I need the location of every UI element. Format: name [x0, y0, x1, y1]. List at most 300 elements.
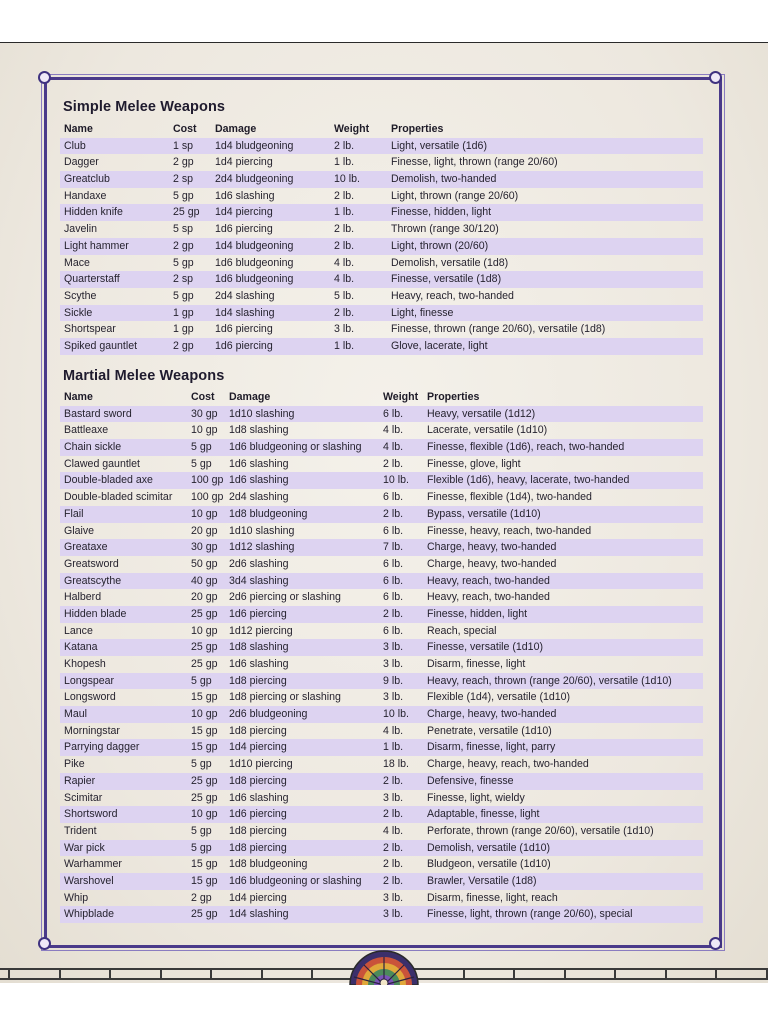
table-cell: 1d8 piercing — [229, 774, 287, 787]
table-cell: 6 lb. — [383, 524, 404, 537]
table-cell: Heavy, reach, thrown (range 20/60), versatile (1d10) — [427, 674, 672, 687]
table-cell: 15 gp — [191, 858, 218, 871]
table-cell: 5 gp — [173, 189, 194, 202]
table-cell: 1d6 slashing — [215, 189, 275, 202]
table-cell: 1d4 slashing — [215, 306, 275, 319]
table-row — [60, 856, 703, 873]
footer-tick — [564, 968, 566, 980]
table-cell: 100 gp — [191, 474, 224, 487]
table-cell: Warshovel — [64, 874, 114, 887]
table-row — [60, 739, 703, 756]
table-row — [60, 305, 703, 322]
table-cell: 7 lb. — [383, 541, 404, 554]
table-row — [60, 890, 703, 907]
table-cell: 2 lb. — [383, 507, 404, 520]
table-cell: 25 gp — [191, 791, 218, 804]
table-cell: Finesse, thrown (range 20/60), versatile (1d8) — [391, 323, 606, 336]
martial-weapons-table — [60, 389, 703, 923]
footer-tick — [513, 968, 515, 980]
table-cell: Scimitar — [64, 791, 103, 804]
table-cell: 1d10 slashing — [229, 407, 295, 420]
table-cell: 1d6 slashing — [229, 457, 289, 470]
table-cell: 1d6 piercing — [215, 323, 273, 336]
table-cell: 2 lb. — [383, 874, 404, 887]
table-cell: 1 gp — [173, 323, 194, 336]
column-header: Name — [64, 123, 93, 135]
table-row — [60, 523, 703, 540]
table-cell: Shortspear — [64, 323, 116, 336]
table-cell: 1d6 piercing — [215, 223, 273, 236]
table-cell: Quarterstaff — [64, 273, 120, 286]
table-row — [60, 589, 703, 606]
table-cell: 15 gp — [191, 724, 218, 737]
table-cell: 1d6 bludgeoning — [215, 256, 294, 269]
table-cell: Bypass, versatile (1d10) — [427, 507, 541, 520]
table-cell: Pike — [64, 758, 85, 771]
table-cell: 30 gp — [191, 407, 218, 420]
table-row — [60, 906, 703, 923]
table-row — [60, 422, 703, 439]
table-cell: Penetrate, versatile (1d10) — [427, 724, 552, 737]
table-row — [60, 506, 703, 523]
table-cell: 1d6 bludgeoning — [215, 273, 294, 286]
column-header: Name — [64, 391, 93, 403]
table-row — [60, 656, 703, 673]
table-cell: 4 lb. — [383, 441, 404, 454]
table-cell: 10 gp — [191, 808, 218, 821]
table-cell: Lance — [64, 624, 93, 637]
column-header: Weight — [334, 123, 370, 135]
table-cell: Charge, heavy, two-handed — [427, 541, 557, 554]
table-cell: 3 lb. — [383, 908, 404, 921]
table-cell: Heavy, reach, two-handed — [427, 574, 550, 587]
table-cell: 1d8 piercing — [229, 724, 287, 737]
table-cell: 2 gp — [191, 891, 212, 904]
table-row — [60, 689, 703, 706]
stained-glass-rose-emblem-icon — [348, 945, 420, 985]
table-row — [60, 472, 703, 489]
table-cell: 2 lb. — [334, 239, 355, 252]
footer-tick — [261, 968, 263, 980]
table-row — [60, 706, 703, 723]
table-cell: Thrown (range 30/120) — [391, 223, 499, 236]
table-row — [60, 539, 703, 556]
table-cell: Greataxe — [64, 541, 108, 554]
table-cell: Bludgeon, versatile (1d10) — [427, 858, 551, 871]
table-cell: Maul — [64, 708, 87, 721]
table-cell: 5 gp — [173, 289, 194, 302]
table-row — [60, 873, 703, 890]
table-cell: Shortsword — [64, 808, 118, 821]
table-cell: Halberd — [64, 591, 102, 604]
table-cell: Defensive, finesse — [427, 774, 514, 787]
table-cell: Adaptable, finesse, light — [427, 808, 540, 821]
table-row — [60, 221, 703, 238]
table-cell: Finesse, versatile (1d8) — [391, 273, 502, 286]
table-cell: 20 gp — [191, 524, 218, 537]
table-row — [60, 606, 703, 623]
table-cell: 10 gp — [191, 507, 218, 520]
table-cell: 2 lb. — [383, 858, 404, 871]
table-row — [60, 204, 703, 221]
footer-tick — [8, 968, 10, 980]
footer-tick — [210, 968, 212, 980]
table-cell: Greatsword — [64, 557, 119, 570]
frame-corner-ornament — [709, 937, 722, 950]
table-cell: 10 gp — [191, 624, 218, 637]
table-row — [60, 673, 703, 690]
table-cell: 1d8 bludgeoning — [229, 507, 308, 520]
table-cell: 2 gp — [173, 339, 194, 352]
table-cell: Finesse, hidden, light — [427, 607, 528, 620]
table-cell: Longspear — [64, 674, 115, 687]
table-cell: Demolish, versatile (1d8) — [391, 256, 509, 269]
table-cell: 1d6 piercing — [229, 808, 287, 821]
table-cell: 2 sp — [173, 273, 194, 286]
table-cell: Flexible (1d6), heavy, lacerate, two-handed — [427, 474, 630, 487]
table-cell: 1d6 bludgeoning or slashing — [229, 441, 362, 454]
table-cell: Chain sickle — [64, 441, 122, 454]
table-cell: 2 lb. — [334, 189, 355, 202]
table-cell: Finesse, light, thrown (range 20/60), special — [427, 908, 633, 921]
table-cell: Trident — [64, 824, 97, 837]
table-cell: 1 sp — [173, 139, 194, 152]
table-cell: 10 gp — [191, 708, 218, 721]
table-cell: 5 sp — [173, 223, 194, 236]
table-cell: 25 gp — [191, 658, 218, 670]
martial-weapons-title: Martial Melee Weapons — [63, 368, 225, 384]
table-cell: Bastard sword — [64, 407, 132, 420]
table-cell: Light hammer — [64, 239, 129, 252]
table-cell: Katana — [64, 641, 98, 654]
table-row — [60, 806, 703, 823]
table-cell: 2 lb. — [383, 607, 404, 620]
table-cell: 4 lb. — [383, 724, 404, 737]
table-cell: Finesse, light, wieldy — [427, 791, 525, 804]
table-row — [60, 840, 703, 857]
table-cell: 1d6 piercing — [229, 607, 287, 620]
table-cell: Warhammer — [64, 858, 122, 871]
table-row — [60, 288, 703, 305]
table-cell: Rapier — [64, 774, 96, 787]
frame-corner-ornament — [38, 71, 51, 84]
footer-tick — [715, 968, 717, 980]
table-cell: 1d8 piercing — [229, 674, 287, 687]
footer-tick — [59, 968, 61, 980]
table-cell: 4 lb. — [334, 273, 355, 286]
table-cell: 2 lb. — [334, 306, 355, 319]
table-cell: 1d4 piercing — [229, 891, 287, 904]
table-row — [60, 756, 703, 773]
table-cell: Perforate, thrown (range 20/60), versatile (1d10) — [427, 824, 654, 837]
table-cell: 15 gp — [191, 874, 218, 887]
footer-tick — [463, 968, 465, 980]
table-cell: 2d6 bludgeoning — [229, 708, 308, 721]
table-cell: Javelin — [64, 223, 97, 236]
table-cell: Greatscythe — [64, 574, 122, 587]
footer-tick — [665, 968, 667, 980]
table-header-row — [60, 121, 703, 138]
table-cell: Dagger — [64, 156, 99, 169]
table-cell: 5 gp — [191, 674, 212, 687]
table-cell: 5 gp — [173, 256, 194, 269]
table-cell: 6 lb. — [383, 557, 404, 570]
table-cell: Heavy, versatile (1d12) — [427, 407, 536, 420]
table-cell: Handaxe — [64, 189, 107, 202]
table-cell: 100 gp — [191, 491, 224, 504]
table-cell: 2 lb. — [334, 223, 355, 236]
table-cell: Hidden knife — [64, 206, 123, 219]
table-header-row — [60, 389, 703, 406]
table-cell: Battleaxe — [64, 424, 109, 437]
table-cell: 1 gp — [173, 306, 194, 319]
table-cell: 10 lb. — [383, 708, 409, 721]
table-row — [60, 573, 703, 590]
table-cell: 25 gp — [191, 908, 218, 921]
simple-weapons-table — [60, 121, 703, 355]
table-cell: 25 gp — [191, 774, 218, 787]
table-cell: Finesse, glove, light — [427, 457, 521, 470]
table-row — [60, 489, 703, 506]
column-header: Weight — [383, 391, 419, 403]
table-cell: Sickle — [64, 306, 93, 319]
table-cell: 2 lb. — [334, 139, 355, 152]
table-cell: 2d6 slashing — [229, 557, 289, 570]
table-row — [60, 154, 703, 171]
column-header: Damage — [229, 391, 271, 403]
table-cell: Finesse, versatile (1d10) — [427, 641, 543, 654]
table-row — [60, 556, 703, 573]
table-cell: 1d4 slashing — [229, 908, 289, 921]
table-cell: Charge, heavy, two-handed — [427, 708, 557, 721]
table-cell: 1d4 piercing — [215, 156, 273, 169]
table-cell: 25 gp — [191, 641, 218, 654]
table-cell: 1d8 piercing — [229, 824, 287, 837]
table-cell: 10 lb. — [383, 474, 409, 487]
table-row — [60, 439, 703, 456]
table-cell: 3 lb. — [383, 691, 404, 704]
table-cell: Whip — [64, 891, 89, 904]
top-margin — [0, 0, 768, 43]
table-row — [60, 138, 703, 155]
table-cell: 1 lb. — [383, 741, 404, 754]
table-cell: 5 gp — [191, 441, 212, 454]
table-cell: 2d4 slashing — [215, 289, 275, 302]
table-cell: Glove, lacerate, light — [391, 339, 488, 352]
table-cell: 2 gp — [173, 156, 194, 169]
table-cell: Morningstar — [64, 724, 120, 737]
table-cell: 6 lb. — [383, 591, 404, 604]
table-row — [60, 255, 703, 272]
table-cell: 1d6 piercing — [215, 339, 273, 352]
table-cell: 1d6 bludgeoning or slashing — [229, 874, 362, 887]
table-cell: Disarm, finesse, light, parry — [427, 741, 556, 754]
table-cell: 5 lb. — [334, 289, 355, 302]
table-cell: 6 lb. — [383, 407, 404, 420]
table-cell: Demolish, versatile (1d10) — [427, 841, 551, 854]
table-cell: 5 gp — [191, 824, 212, 837]
footer-tick — [614, 968, 616, 980]
table-cell: 3 lb. — [383, 641, 404, 654]
table-cell: Demolish, two-handed — [391, 173, 497, 186]
table-cell: Heavy, reach, two-handed — [427, 591, 550, 604]
table-cell: 10 lb. — [334, 173, 360, 186]
table-cell: 1d6 slashing — [229, 474, 289, 487]
table-cell: Glaive — [64, 524, 95, 537]
table-cell: Clawed gauntlet — [64, 457, 140, 470]
table-cell: 1 lb. — [334, 339, 355, 352]
table-row — [60, 639, 703, 656]
table-cell: Club — [64, 139, 86, 152]
table-cell: Light, versatile (1d6) — [391, 139, 487, 152]
table-cell: 5 gp — [191, 841, 212, 854]
table-cell: 5 gp — [191, 457, 212, 470]
table-row — [60, 623, 703, 640]
footer-tick — [311, 968, 313, 980]
table-cell: 2 lb. — [383, 841, 404, 854]
table-row — [60, 406, 703, 423]
table-cell: 3 lb. — [383, 658, 404, 670]
table-cell: 1d4 piercing — [215, 206, 273, 219]
table-cell: Khopesh — [64, 658, 106, 670]
table-cell: 1d4 piercing — [229, 741, 287, 754]
table-row — [60, 271, 703, 288]
table-cell: 5 gp — [191, 758, 212, 771]
table-cell: Parrying dagger — [64, 741, 140, 754]
table-row — [60, 338, 703, 355]
table-cell: 1d4 bludgeoning — [215, 239, 294, 252]
table-cell: 15 gp — [191, 691, 218, 704]
table-cell: 1d8 piercing or slashing — [229, 691, 341, 704]
table-cell: 6 lb. — [383, 491, 404, 504]
table-cell: Finesse, flexible (1d4), two-handed — [427, 491, 592, 504]
frame-corner-ornament — [38, 937, 51, 950]
table-cell: 4 lb. — [383, 824, 404, 837]
table-cell: 3 lb. — [334, 323, 355, 336]
footer-tick — [766, 968, 768, 980]
table-cell: 25 gp — [173, 206, 200, 219]
table-cell: Longsword — [64, 691, 116, 704]
table-row — [60, 790, 703, 807]
table-cell: 50 gp — [191, 557, 218, 570]
table-cell: Finesse, flexible (1d6), reach, two-handed — [427, 441, 625, 454]
table-row — [60, 456, 703, 473]
table-row — [60, 321, 703, 338]
table-cell: 30 gp — [191, 541, 218, 554]
table-cell: 2d4 slashing — [229, 491, 289, 504]
bottom-margin — [0, 983, 768, 1024]
table-cell: Finesse, hidden, light — [391, 206, 492, 219]
table-cell: 1d12 piercing — [229, 624, 293, 637]
column-header: Cost — [191, 391, 215, 403]
table-cell: 40 gp — [191, 574, 218, 587]
footer-tick — [160, 968, 162, 980]
table-cell: Disarm, finesse, light — [427, 658, 526, 670]
table-cell: 3 lb. — [383, 791, 404, 804]
table-cell: 15 gp — [191, 741, 218, 754]
table-cell: Hidden blade — [64, 607, 127, 620]
table-cell: 2 sp — [173, 173, 194, 186]
table-cell: 2 lb. — [383, 774, 404, 787]
table-cell: 25 gp — [191, 607, 218, 620]
column-header: Damage — [215, 123, 257, 135]
table-cell: Scythe — [64, 289, 97, 302]
table-cell: 20 gp — [191, 591, 218, 604]
table-cell: War pick — [64, 841, 105, 854]
table-cell: 4 lb. — [334, 256, 355, 269]
table-cell: Light, thrown (range 20/60) — [391, 189, 519, 202]
frame-corner-ornament — [709, 71, 722, 84]
table-row — [60, 238, 703, 255]
table-cell: Mace — [64, 256, 90, 269]
table-cell: Heavy, reach, two-handed — [391, 289, 514, 302]
column-header: Properties — [391, 123, 444, 135]
table-cell: Double-bladed scimitar — [64, 491, 173, 504]
table-cell: Double-bladed axe — [64, 474, 153, 487]
table-cell: 10 gp — [191, 424, 218, 437]
table-cell: 3d4 slashing — [229, 574, 289, 587]
table-cell: 1d10 piercing — [229, 758, 293, 771]
column-header: Properties — [427, 391, 480, 403]
table-cell: Reach, special — [427, 624, 497, 637]
table-cell: 1d8 slashing — [229, 641, 289, 654]
table-cell: 3 lb. — [383, 891, 404, 904]
table-cell: 2d4 bludgeoning — [215, 173, 294, 186]
table-cell: Charge, heavy, two-handed — [427, 557, 557, 570]
table-row — [60, 171, 703, 188]
table-cell: 2 lb. — [383, 457, 404, 470]
table-cell: 1 lb. — [334, 206, 355, 219]
table-cell: Lacerate, versatile (1d10) — [427, 424, 548, 437]
table-cell: Charge, heavy, reach, two-handed — [427, 758, 589, 771]
table-row — [60, 188, 703, 205]
table-cell: Light, thrown (20/60) — [391, 239, 489, 252]
table-cell: 2 gp — [173, 239, 194, 252]
table-cell: Light, finesse — [391, 306, 454, 319]
table-cell: 1d6 slashing — [229, 658, 289, 670]
table-cell: 1d8 slashing — [229, 424, 289, 437]
simple-weapons-title: Simple Melee Weapons — [63, 99, 226, 115]
table-cell: 1d8 piercing — [229, 841, 287, 854]
table-row — [60, 723, 703, 740]
table-cell: 1 lb. — [334, 156, 355, 169]
table-cell: 1d6 slashing — [229, 791, 289, 804]
table-cell: Whipblade — [64, 908, 115, 921]
table-cell: 1d8 bludgeoning — [229, 858, 308, 871]
table-cell: 1d12 slashing — [229, 541, 295, 554]
table-cell: Finesse, light, thrown (range 20/60) — [391, 156, 558, 169]
table-cell: 9 lb. — [383, 674, 404, 687]
table-cell: Brawler, Versatile (1d8) — [427, 874, 537, 887]
table-cell: Spiked gauntlet — [64, 339, 138, 352]
table-cell: 6 lb. — [383, 574, 404, 587]
table-cell: 18 lb. — [383, 758, 409, 771]
table-row — [60, 823, 703, 840]
footer-tick — [109, 968, 111, 980]
table-cell: 2 lb. — [383, 808, 404, 821]
table-cell: 6 lb. — [383, 624, 404, 637]
table-cell: 4 lb. — [383, 424, 404, 437]
table-cell: Greatclub — [64, 173, 110, 186]
column-header: Cost — [173, 123, 197, 135]
table-cell: Disarm, finesse, light, reach — [427, 891, 558, 904]
table-cell: Flexible (1d4), versatile (1d10) — [427, 691, 571, 704]
table-cell: Flail — [64, 507, 84, 520]
table-row — [60, 773, 703, 790]
table-cell: 1d10 slashing — [229, 524, 295, 537]
table-cell: 1d4 bludgeoning — [215, 139, 294, 152]
table-cell: 2d6 piercing or slashing — [229, 591, 341, 604]
